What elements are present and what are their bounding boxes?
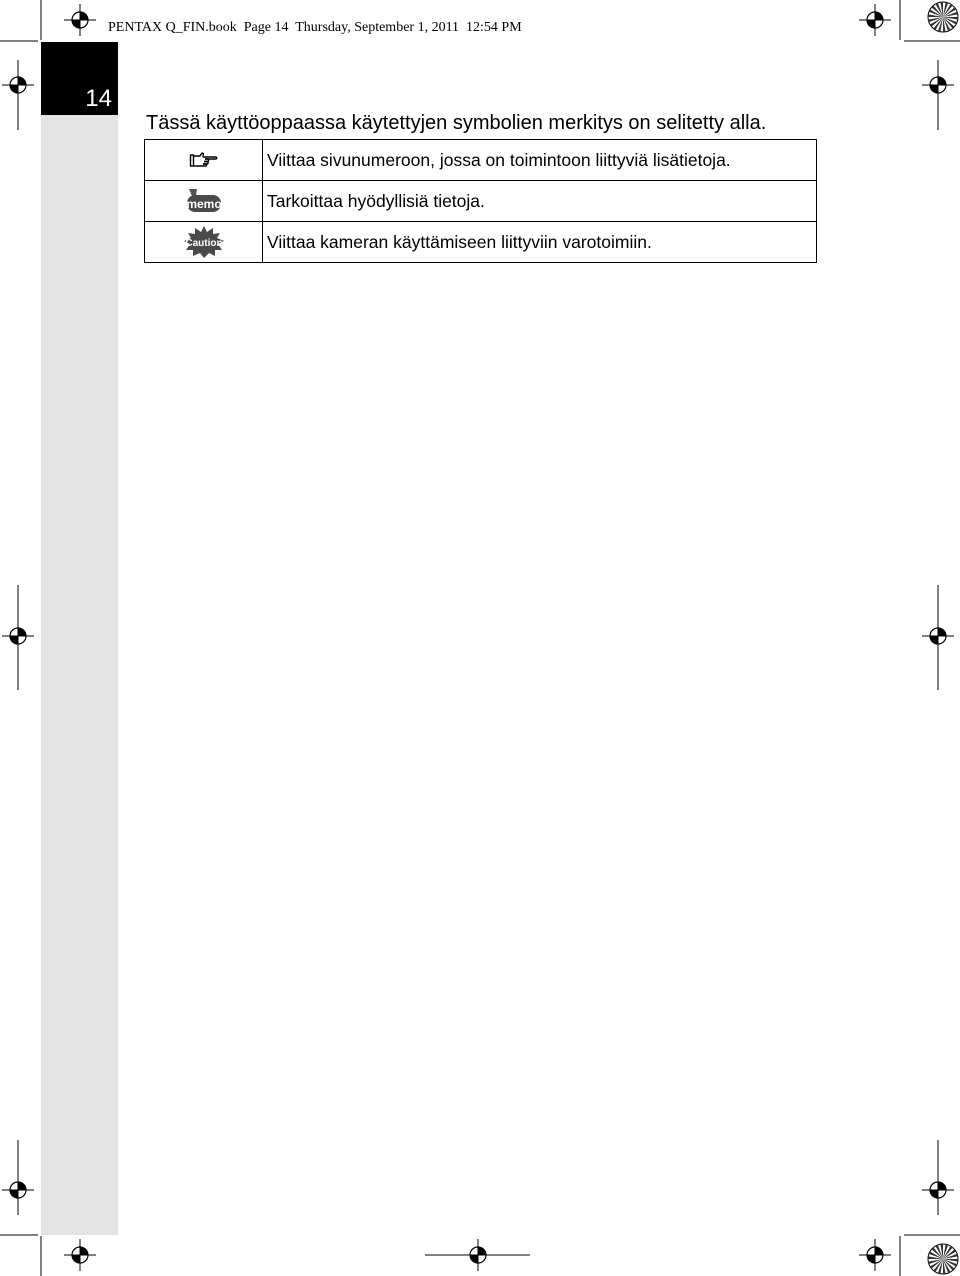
star-target-ray (940, 1244, 943, 1259)
star-target-ray (943, 17, 954, 28)
side-bar (41, 42, 118, 1235)
star-target-ray (943, 7, 956, 17)
symbol-description: Viittaa kameran käyttämiseen liittyviin varotoimiin. (263, 222, 817, 263)
registration-crosshair (930, 1182, 946, 1198)
table-row (145, 140, 817, 181)
star-target-ray (938, 17, 943, 32)
star-target-ray (943, 1259, 946, 1274)
star-target (928, 1244, 958, 1274)
star-target-ray (943, 1254, 958, 1259)
star-target-ray (943, 1259, 954, 1270)
star-target-ray (928, 1259, 943, 1264)
registration-crosshair (72, 1247, 88, 1263)
page-number: 14 (85, 85, 112, 112)
table-row (145, 181, 817, 222)
table-row (145, 222, 817, 263)
caution-icon (182, 225, 226, 259)
star-target-ray (936, 3, 944, 17)
page-tab (41, 42, 118, 115)
star-target-ray (933, 17, 943, 30)
star-target-ray (928, 14, 943, 17)
registration-crosshair-fill (10, 77, 26, 93)
star-target-ray (943, 1259, 957, 1267)
star-target-ray (930, 17, 943, 27)
star-target-ray (930, 1259, 943, 1269)
star-target-ray (929, 1252, 943, 1260)
registration-crosshair (10, 77, 26, 93)
registration-crosshair (930, 628, 946, 644)
star-target-ray (940, 2, 943, 17)
registration-crosshair-fill (930, 628, 946, 644)
star-target (928, 2, 958, 32)
star-target-ray (943, 1259, 958, 1262)
registration-crosshair (867, 1247, 883, 1263)
registration-crosshair-fill (10, 1182, 26, 1198)
registration-crosshair (10, 628, 26, 644)
symbol-cell (145, 222, 263, 263)
star-target-ray (943, 2, 948, 17)
registration-crosshair-fill (10, 628, 26, 644)
star-target-ray (943, 17, 951, 31)
star-target-ray (943, 4, 953, 17)
star-target-ray (928, 1256, 943, 1259)
symbol-cell (145, 140, 263, 181)
star-target-ray (943, 17, 946, 32)
star-target-ray (943, 12, 958, 17)
registration-crosshair-fill (930, 77, 946, 93)
registration-crosshair (867, 12, 883, 28)
star-target-ray (943, 1246, 953, 1259)
star-target-ray (929, 10, 943, 18)
symbol-cell (145, 181, 263, 222)
symbol-description: Tarkoittaa hyödyllisiä tietoja. (263, 181, 817, 222)
star-target-ray (933, 1259, 943, 1272)
symbols-table (144, 139, 817, 263)
registration-crosshair-fill (930, 1182, 946, 1198)
registration-crosshair-fill (867, 12, 883, 28)
registration-crosshair-fill (470, 1247, 486, 1263)
star-target-ray (943, 17, 958, 20)
star-target-ray (932, 6, 943, 17)
registration-crosshair (930, 77, 946, 93)
memo-icon-label: memo (185, 197, 222, 211)
symbol-description: Viittaa sivunumeroon, jossa on toimintoon liittyviä lisätietoja. (263, 140, 817, 181)
registration-crosshair (72, 12, 88, 28)
star-target-ray (943, 1259, 951, 1273)
star-target-ray (928, 17, 943, 22)
caution-icon-label: Caution (184, 238, 223, 249)
registration-crosshair (470, 1247, 486, 1263)
print-header: PENTAX Q_FIN.book Page 14 Thursday, September 1, 2011 12:54 PM (108, 20, 522, 35)
star-target-ray (938, 1259, 943, 1274)
memo-icon (184, 187, 224, 215)
registration-crosshair-fill (867, 1247, 883, 1263)
star-target-ray (932, 1248, 943, 1259)
pointing-hand-icon (189, 150, 219, 170)
star-target-ray (936, 1245, 944, 1259)
star-target-ray (943, 17, 957, 25)
registration-crosshair-fill (72, 12, 88, 28)
registration-crosshair (10, 1182, 26, 1198)
intro-text: Tässä käyttöoppaassa käytettyjen symbolien merkitys on selitetty alla. (146, 112, 767, 134)
star-target-ray (943, 1244, 948, 1259)
star-target-ray (943, 1249, 956, 1259)
registration-crosshair-fill (72, 1247, 88, 1263)
